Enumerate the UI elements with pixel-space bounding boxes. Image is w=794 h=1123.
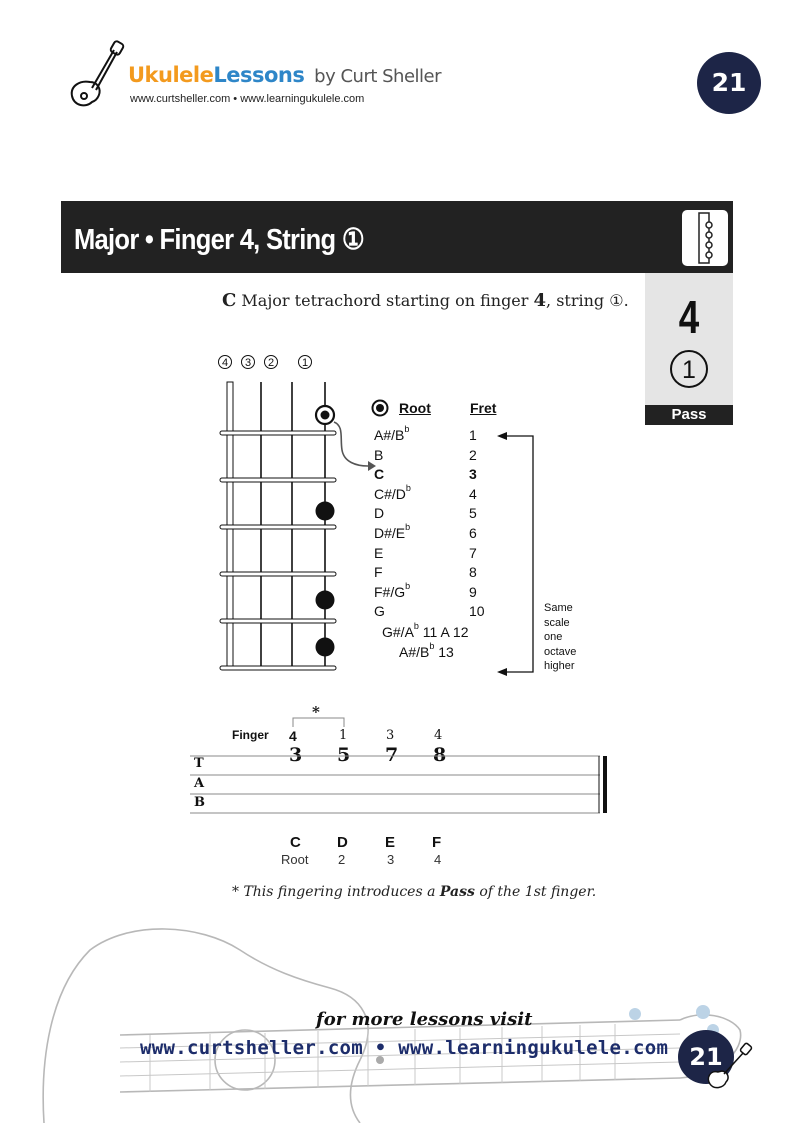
- note-degree: 2: [338, 852, 346, 867]
- tab-letter: B: [194, 795, 205, 810]
- note-label: A#/B: [374, 427, 405, 443]
- fret-table-fret-header: Fret: [470, 400, 497, 416]
- note-label: B: [374, 447, 384, 463]
- tab-letter: A: [194, 776, 205, 791]
- note-label: C: [374, 466, 385, 482]
- fret-row-name: [374, 483, 411, 502]
- intro-key: C: [222, 290, 237, 311]
- tab-fret-number: 3: [289, 744, 303, 766]
- pass-bracket: [292, 716, 346, 728]
- flat-symbol: b: [405, 522, 411, 532]
- octave-note-line: octave: [544, 645, 577, 658]
- logo-ukulele: Ukulele: [128, 63, 214, 87]
- ukulele-icon: [704, 1042, 758, 1090]
- finger-number: 1: [339, 728, 348, 743]
- note-label: F: [374, 564, 383, 580]
- note-degree: 3: [387, 852, 395, 867]
- string-number-1: 1: [301, 357, 309, 369]
- note-name: F: [432, 834, 442, 851]
- intro-text-2: , string: [546, 291, 610, 310]
- fret-row-number: 4: [469, 486, 477, 502]
- fret-row-name: [374, 424, 410, 443]
- logo-author: by Curt Sheller: [314, 66, 442, 87]
- finger-label: Finger: [232, 728, 269, 742]
- side-finger-number: 4: [678, 291, 700, 343]
- octave-note-line: Same: [544, 602, 573, 614]
- flat-symbol: b: [404, 424, 410, 434]
- logo-lessons: Lessons: [213, 63, 305, 87]
- note-label: D: [374, 505, 385, 521]
- footer-page-badge: 21: [678, 1030, 734, 1084]
- tab-letter: T: [194, 756, 204, 771]
- logo-urls: www.curtsheller.com • www.learningukulele.com: [130, 93, 365, 105]
- fret-row-number: 1: [469, 427, 477, 443]
- note-label: E: [374, 545, 384, 561]
- fret-row-name: [374, 581, 411, 600]
- fret-row-number: 2: [469, 447, 477, 463]
- fret-row-number: 7: [469, 545, 477, 561]
- fret-row-11-flat: b: [413, 621, 419, 631]
- octave-note-line: scale: [544, 616, 570, 629]
- fret-row-name: [374, 466, 384, 482]
- pass-asterisk: *: [312, 703, 320, 721]
- fret-row-name: [374, 545, 383, 561]
- flat-symbol: b: [405, 483, 411, 493]
- footnote: [232, 884, 596, 900]
- intro-finger: 4: [533, 290, 547, 311]
- fret-row-13-name: A#/B: [399, 644, 430, 660]
- flat-symbol: b: [405, 581, 411, 591]
- fret-table-root-header: Root: [399, 400, 431, 416]
- fret-row-11-rest: 11 A 12: [418, 624, 469, 640]
- intro-end: .: [623, 291, 629, 310]
- note-name: E: [385, 834, 396, 851]
- octave-bracket: [495, 428, 539, 676]
- fret-row-name: [374, 505, 384, 521]
- octave-note-line: higher: [544, 660, 575, 672]
- note-label: D#/E: [374, 525, 406, 541]
- footer-visit: for more lessons visit: [316, 1009, 533, 1030]
- fret-row-name: [374, 564, 383, 580]
- fret-row-11: [382, 621, 469, 640]
- note-label: F#/G: [374, 584, 406, 600]
- footnote-text-2: of the 1st finger.: [474, 884, 597, 900]
- fret-row-number: 9: [469, 584, 477, 600]
- string-number-3: 3: [244, 357, 252, 369]
- page-number-badge: 21: [697, 52, 761, 114]
- tab-staff: [190, 752, 610, 816]
- fret-row-name: [374, 522, 411, 541]
- fret-row-11-name: G#/A: [382, 624, 414, 640]
- finger-number: 4: [434, 728, 443, 743]
- note-label: C#/D: [374, 486, 406, 502]
- intro-text-1: Major tetrachord starting on finger: [236, 291, 534, 310]
- tab-fret-number: 7: [385, 744, 399, 766]
- finger-number: 3: [386, 728, 395, 743]
- fret-row-13-rest: 13: [434, 644, 454, 660]
- footnote-bold: Pass: [439, 884, 475, 900]
- fret-row-number: 5: [469, 505, 477, 521]
- footer-urls[interactable]: www.curtsheller.com • www.learningukulele.com: [140, 1037, 669, 1059]
- note-degree: Root: [281, 852, 309, 867]
- octave-note: [544, 601, 576, 674]
- note-name: C: [290, 834, 301, 851]
- side-string-number: 1: [682, 356, 696, 384]
- intro-string-symbol: ①: [609, 291, 624, 310]
- page-title: Major • Finger 4, String ①: [74, 224, 365, 256]
- fret-row-13: [399, 641, 454, 660]
- fret-row-number: 8: [469, 564, 477, 580]
- finger-number: 4: [289, 728, 297, 744]
- pass-label: Pass: [645, 405, 733, 425]
- tab-fret-number: 8: [433, 744, 447, 766]
- octave-note-line: one: [544, 631, 563, 643]
- fret-row-number: 6: [469, 525, 477, 541]
- fret-row-name: [374, 447, 383, 463]
- note-degree: 4: [434, 852, 442, 867]
- fret-row-number: 10: [469, 603, 485, 619]
- fret-row-number: 3: [469, 466, 477, 482]
- footnote-text-1: * This fingering introduces a: [232, 884, 440, 900]
- fret-row-13-flat: b: [429, 641, 435, 651]
- fret-row-name: [374, 603, 385, 619]
- note-name: D: [337, 834, 348, 851]
- tab-fret-number: 5: [337, 744, 351, 766]
- note-label: G: [374, 603, 385, 619]
- string-number-4: 4: [221, 357, 229, 369]
- string-number-2: 2: [267, 357, 275, 369]
